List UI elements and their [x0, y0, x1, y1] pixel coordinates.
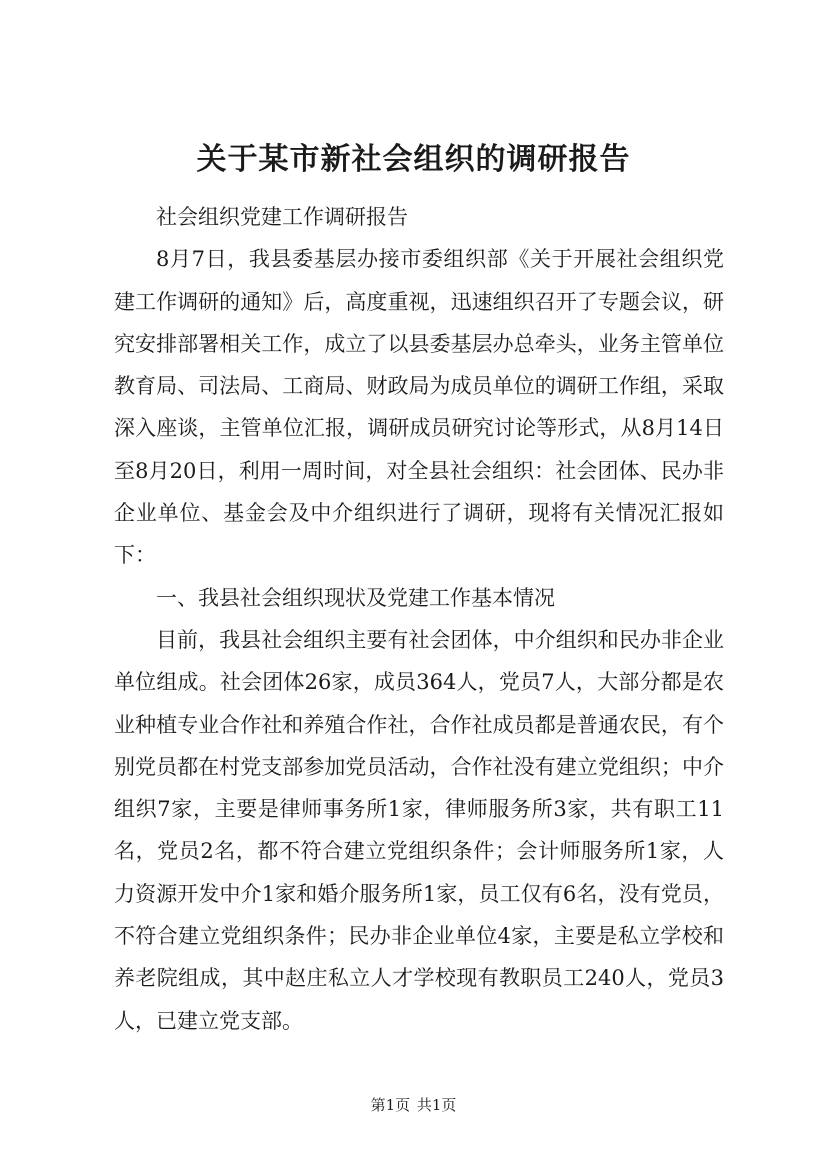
- intro-paragraph: 8月7日，我县委基层办接市委组织部《关于开展社会组织党建工作调研的通知》后，高度重视，迅速组织召开了专题会议，研究安排部署相关工作，成立了以县委基层办总牵头，业务主管单位教育局、司法局、工商局、财政局为成员单位的调研工作组，采取深入座谈，主管单位汇报，调研成员研究讨论等形式，从8月14日至8月20日，利用一周时间，对全县社会组织：社会团体、民办非企业单位、基金会及中介组织进行了调研，现将有关情况汇报如下：: [114, 247, 724, 568]
- page-number: 第1页: [370, 1096, 411, 1114]
- document-body: [114, 196, 724, 1042]
- document-title: 关于某市新社会组织的调研报告: [196, 142, 631, 177]
- section-heading: 一、我县社会组织现状及党建工作基本情况: [156, 585, 555, 610]
- subtitle-paragraph: 社会组织党建工作调研报告: [156, 205, 408, 229]
- page-total: 共1页: [416, 1096, 457, 1114]
- page-footer: [0, 1098, 827, 1113]
- status-paragraph: 目前，我县社会组织主要有社会团体，中介组织和民办非企业单位组成。社会团体26家，成员364人，党员7人，大部分都是农业种植专业合作社和养殖合作社，合作社成员都是普通农民，有个别党员都在村党支部参加党员活动，合作社没有建立党组织；中介组织7家，主要是律师事务所1家，律师服务所3家，共有职工11名，党员2名，都不符合建立党组织条件；会计师服务所1家，人力资源开发中介1家和婚介服务所1家，员工仅有6名，没有党员，不符合建立党组织条件；民办非企业单位4家，主要是私立学校和养老院组成，其中赵庄私立人才学校现有教职员工240人，党员3人，已建立党支部。: [114, 627, 724, 1033]
